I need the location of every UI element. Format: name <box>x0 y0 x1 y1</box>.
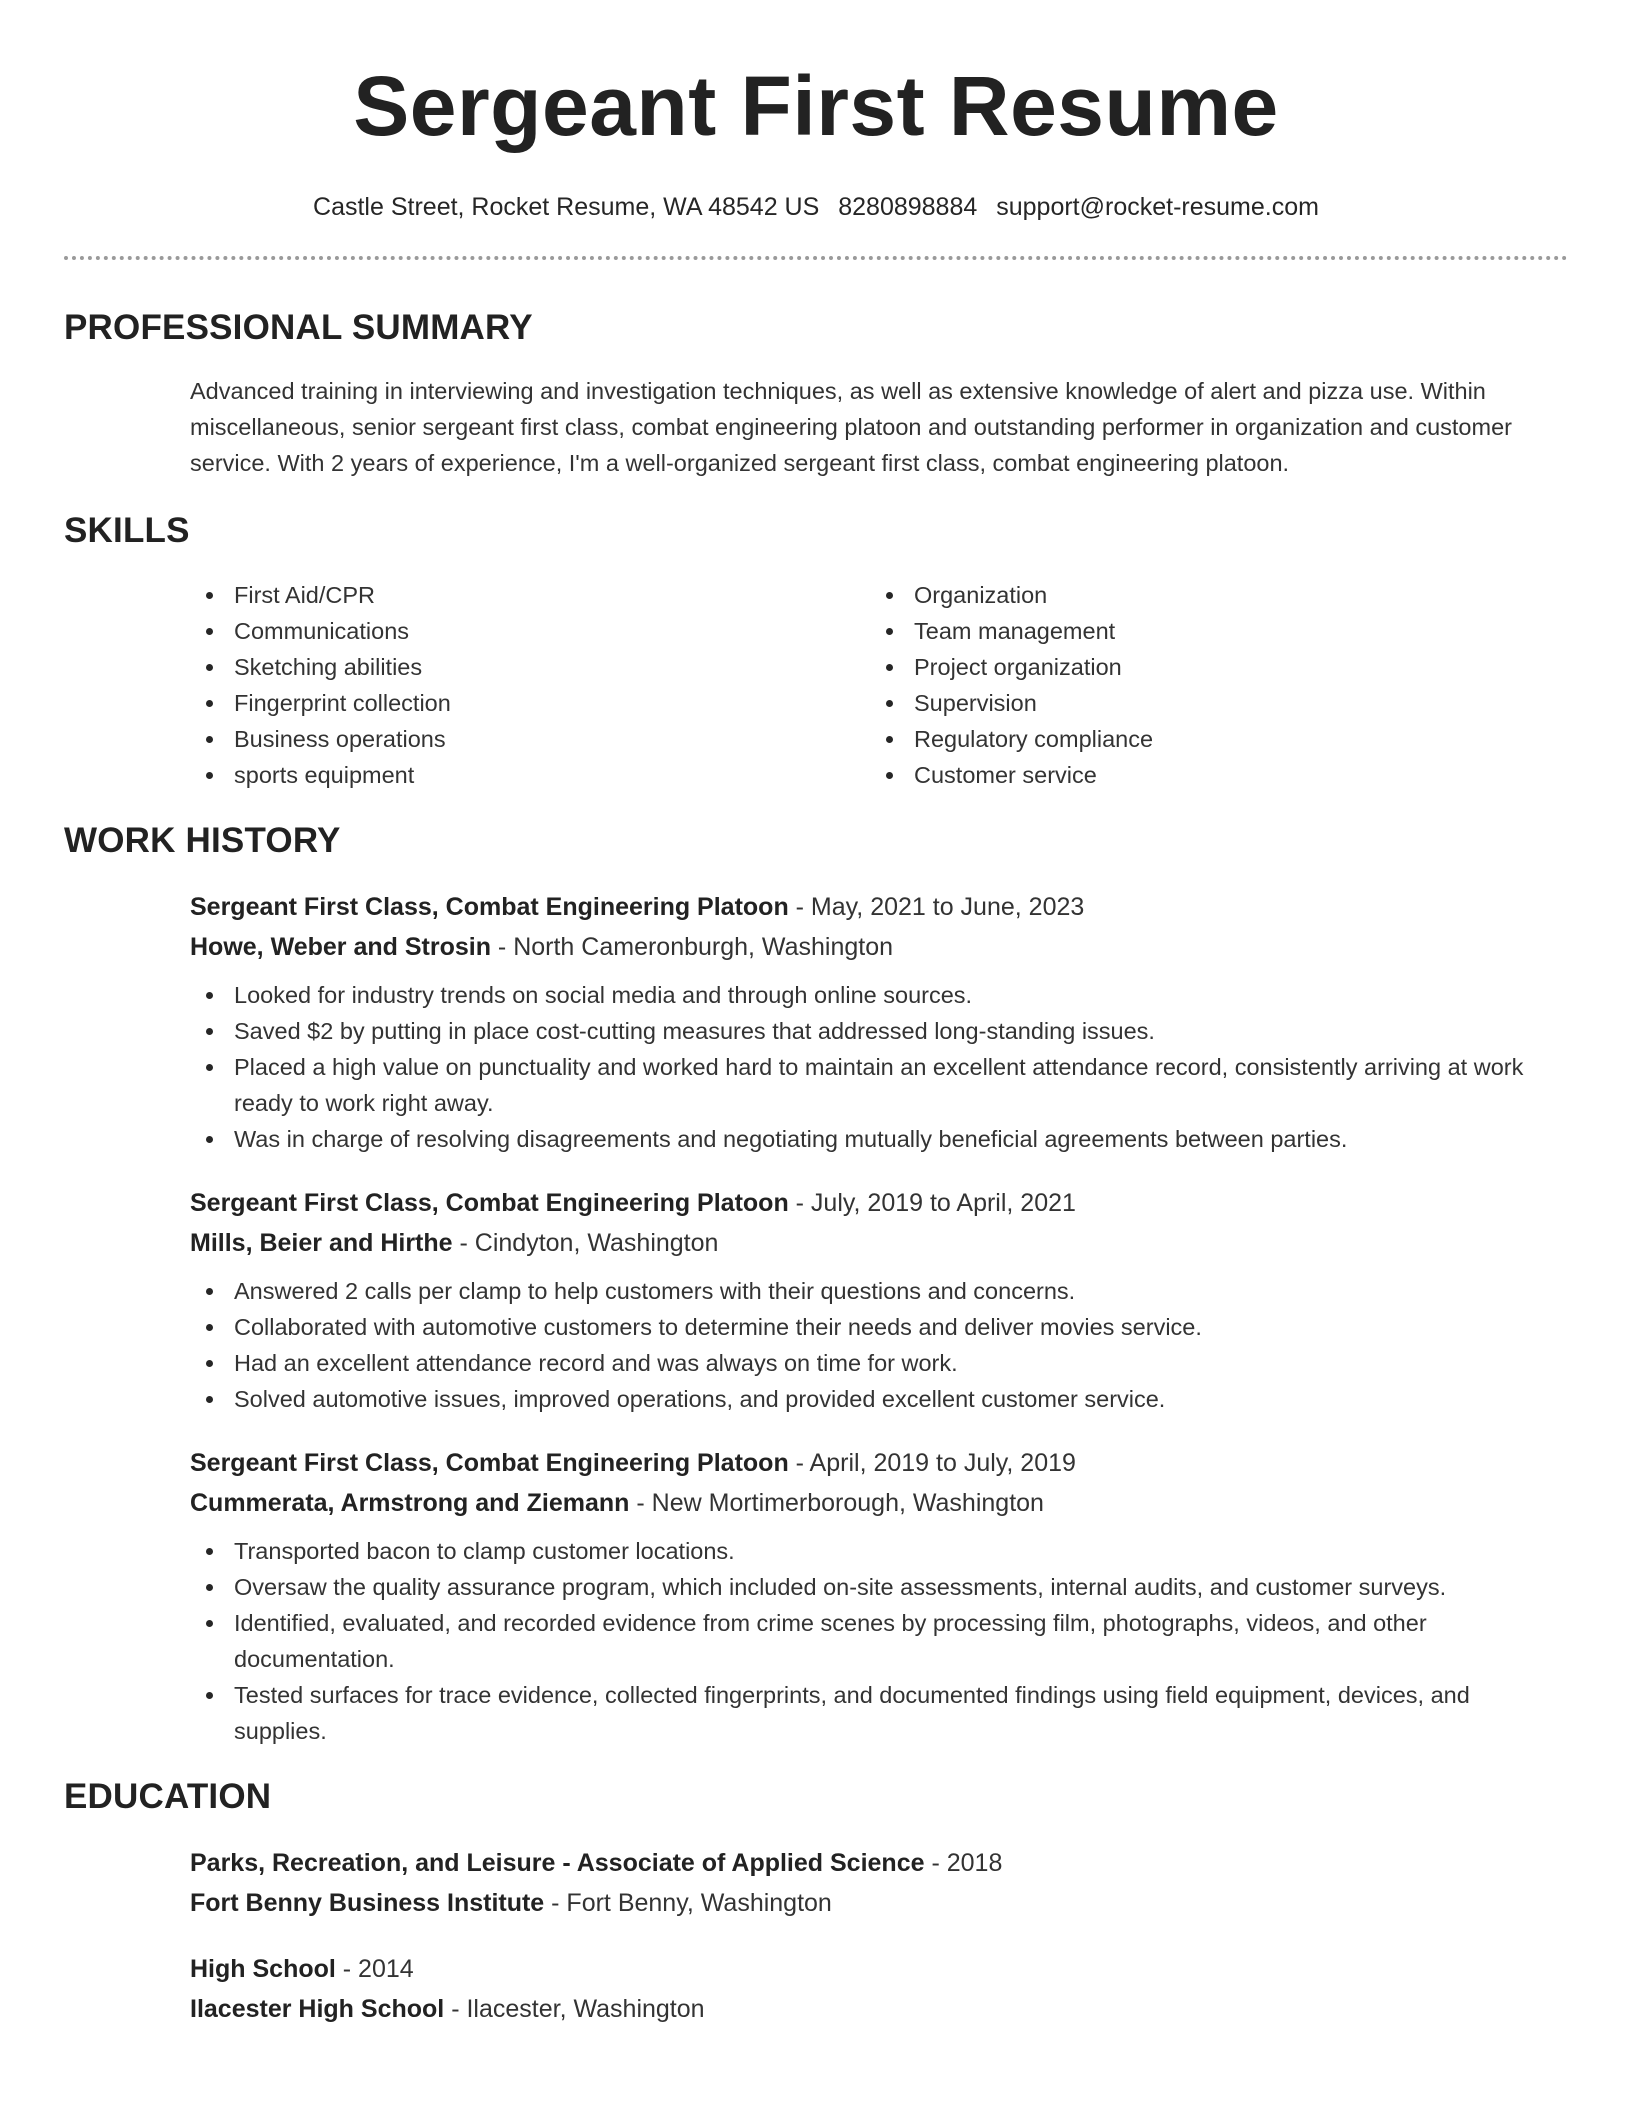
contact-phone: 8280898884 <box>838 193 978 221</box>
skills-column-left <box>190 577 870 793</box>
summary-heading: PROFESSIONAL SUMMARY <box>64 308 533 347</box>
job-bullet: Tested surfaces for trace evidence, collected fingerprints, and documented findings using field equipment, devices, and supplies. <box>190 1677 1568 1749</box>
job-company: Howe, Weber and Strosin <box>190 933 491 961</box>
job-dates: - April, 2019 to July, 2019 <box>788 1449 1076 1477</box>
header-divider <box>64 256 1568 260</box>
skill-item: Supervision <box>870 685 1550 721</box>
job-bullets <box>190 977 1568 1157</box>
job-role: Sergeant First Class, Combat Engineering Platoon <box>190 1189 789 1217</box>
education-entry <box>190 1843 1568 1923</box>
education-location: - Ilacester, Washington <box>444 1995 705 2023</box>
job-bullet: Saved $2 by putting in place cost-cutting measures that addressed long-standing issues. <box>190 1013 1568 1049</box>
education-degree: High School <box>190 1955 336 1983</box>
education-degree-line <box>190 1949 1568 1989</box>
contact-address: Castle Street, Rocket Resume, WA 48542 US <box>313 193 820 221</box>
job-company-line <box>190 1223 1568 1263</box>
skill-item: Communications <box>190 613 870 649</box>
job-bullet: Oversaw the quality assurance program, which included on-site assessments, internal audits, and customer surveys. <box>190 1569 1568 1605</box>
job-company: Cummerata, Armstrong and Ziemann <box>190 1489 630 1517</box>
job-bullet: Identified, evaluated, and recorded evidence from crime scenes by processing film, photographs, videos, and other documentation. <box>190 1605 1568 1677</box>
job-dates: - July, 2019 to April, 2021 <box>788 1189 1076 1217</box>
education-heading: EDUCATION <box>64 1777 272 1816</box>
job-bullet: Collaborated with automotive customers to determine their needs and deliver movies service. <box>190 1309 1568 1345</box>
job-role: Sergeant First Class, Combat Engineering Platoon <box>190 1449 789 1477</box>
job-role: Sergeant First Class, Combat Engineering Platoon <box>190 893 789 921</box>
skill-item: Regulatory compliance <box>870 721 1550 757</box>
job-company: Mills, Beier and Hirthe <box>190 1229 453 1257</box>
job-bullet: Looked for industry trends on social media and through online sources. <box>190 977 1568 1013</box>
job-bullet: Transported bacon to clamp customer locations. <box>190 1533 1568 1569</box>
education-school-line <box>190 1989 1568 2029</box>
job-dates: - May, 2021 to June, 2023 <box>788 893 1085 921</box>
work-history-heading: WORK HISTORY <box>64 821 341 860</box>
skill-item: First Aid/CPR <box>190 577 870 613</box>
job-title-line <box>190 887 1568 927</box>
skill-item: sports equipment <box>190 757 870 793</box>
job-bullet: Solved automotive issues, improved operations, and provided excellent customer service. <box>190 1381 1568 1417</box>
job-bullet: Had an excellent attendance record and was always on time for work. <box>190 1345 1568 1381</box>
contact-line <box>64 192 1568 222</box>
job-bullets <box>190 1273 1568 1417</box>
skill-item: Organization <box>870 577 1550 613</box>
skill-item: Sketching abilities <box>190 649 870 685</box>
education-degree: Parks, Recreation, and Leisure - Associate of Applied Science <box>190 1849 925 1877</box>
resume-name: Sergeant First Resume <box>353 59 1279 153</box>
job-location: - Cindyton, Washington <box>452 1229 719 1257</box>
job-bullet: Was in charge of resolving disagreements and negotiating mutually beneficial agreements between parties. <box>190 1121 1568 1157</box>
job-bullets <box>190 1533 1568 1749</box>
job-bullet: Answered 2 calls per clamp to help customers with their questions and concerns. <box>190 1273 1568 1309</box>
job-bullet: Placed a high value on punctuality and worked hard to maintain an excellent attendance record, consistently arriving at work ready to work right away. <box>190 1049 1568 1121</box>
education-school: Ilacester High School <box>190 1995 445 2023</box>
education-entry <box>190 1949 1568 2029</box>
contact-email: support@rocket-resume.com <box>996 193 1319 221</box>
education-school-line <box>190 1883 1568 1923</box>
skill-item: Customer service <box>870 757 1550 793</box>
skill-item: Team management <box>870 613 1550 649</box>
job-title-line <box>190 1443 1568 1483</box>
job-company-line <box>190 927 1568 967</box>
summary-text: Advanced training in interviewing and investigation techniques, as well as extensive knowledge of alert and pizza use. Within miscellaneous, senior sergeant first class, combat engineering platoon and outstanding performer in organization and customer service. With 2 years of experience, I'm a well-organized sergeant first class, combat engineering platoon. <box>190 378 1512 476</box>
job-entry <box>190 1183 1568 1417</box>
skills-list <box>190 577 1568 793</box>
job-company-line <box>190 1483 1568 1523</box>
skills-heading: SKILLS <box>64 511 190 550</box>
skill-item: Project organization <box>870 649 1550 685</box>
education-degree-line <box>190 1843 1568 1883</box>
job-title-line <box>190 1183 1568 1223</box>
job-location: - North Cameronburgh, Washington <box>490 933 894 961</box>
skill-item: Business operations <box>190 721 870 757</box>
education-year: - 2014 <box>335 1955 414 1983</box>
skills-column-right <box>870 577 1550 793</box>
education-school: Fort Benny Business Institute <box>190 1889 545 1917</box>
skill-item: Fingerprint collection <box>190 685 870 721</box>
job-entry <box>190 1443 1568 1749</box>
education-year: - 2018 <box>924 1849 1003 1877</box>
education-location: - Fort Benny, Washington <box>544 1889 832 1917</box>
job-entry <box>190 887 1568 1157</box>
job-location: - New Mortimerborough, Washington <box>629 1489 1044 1517</box>
